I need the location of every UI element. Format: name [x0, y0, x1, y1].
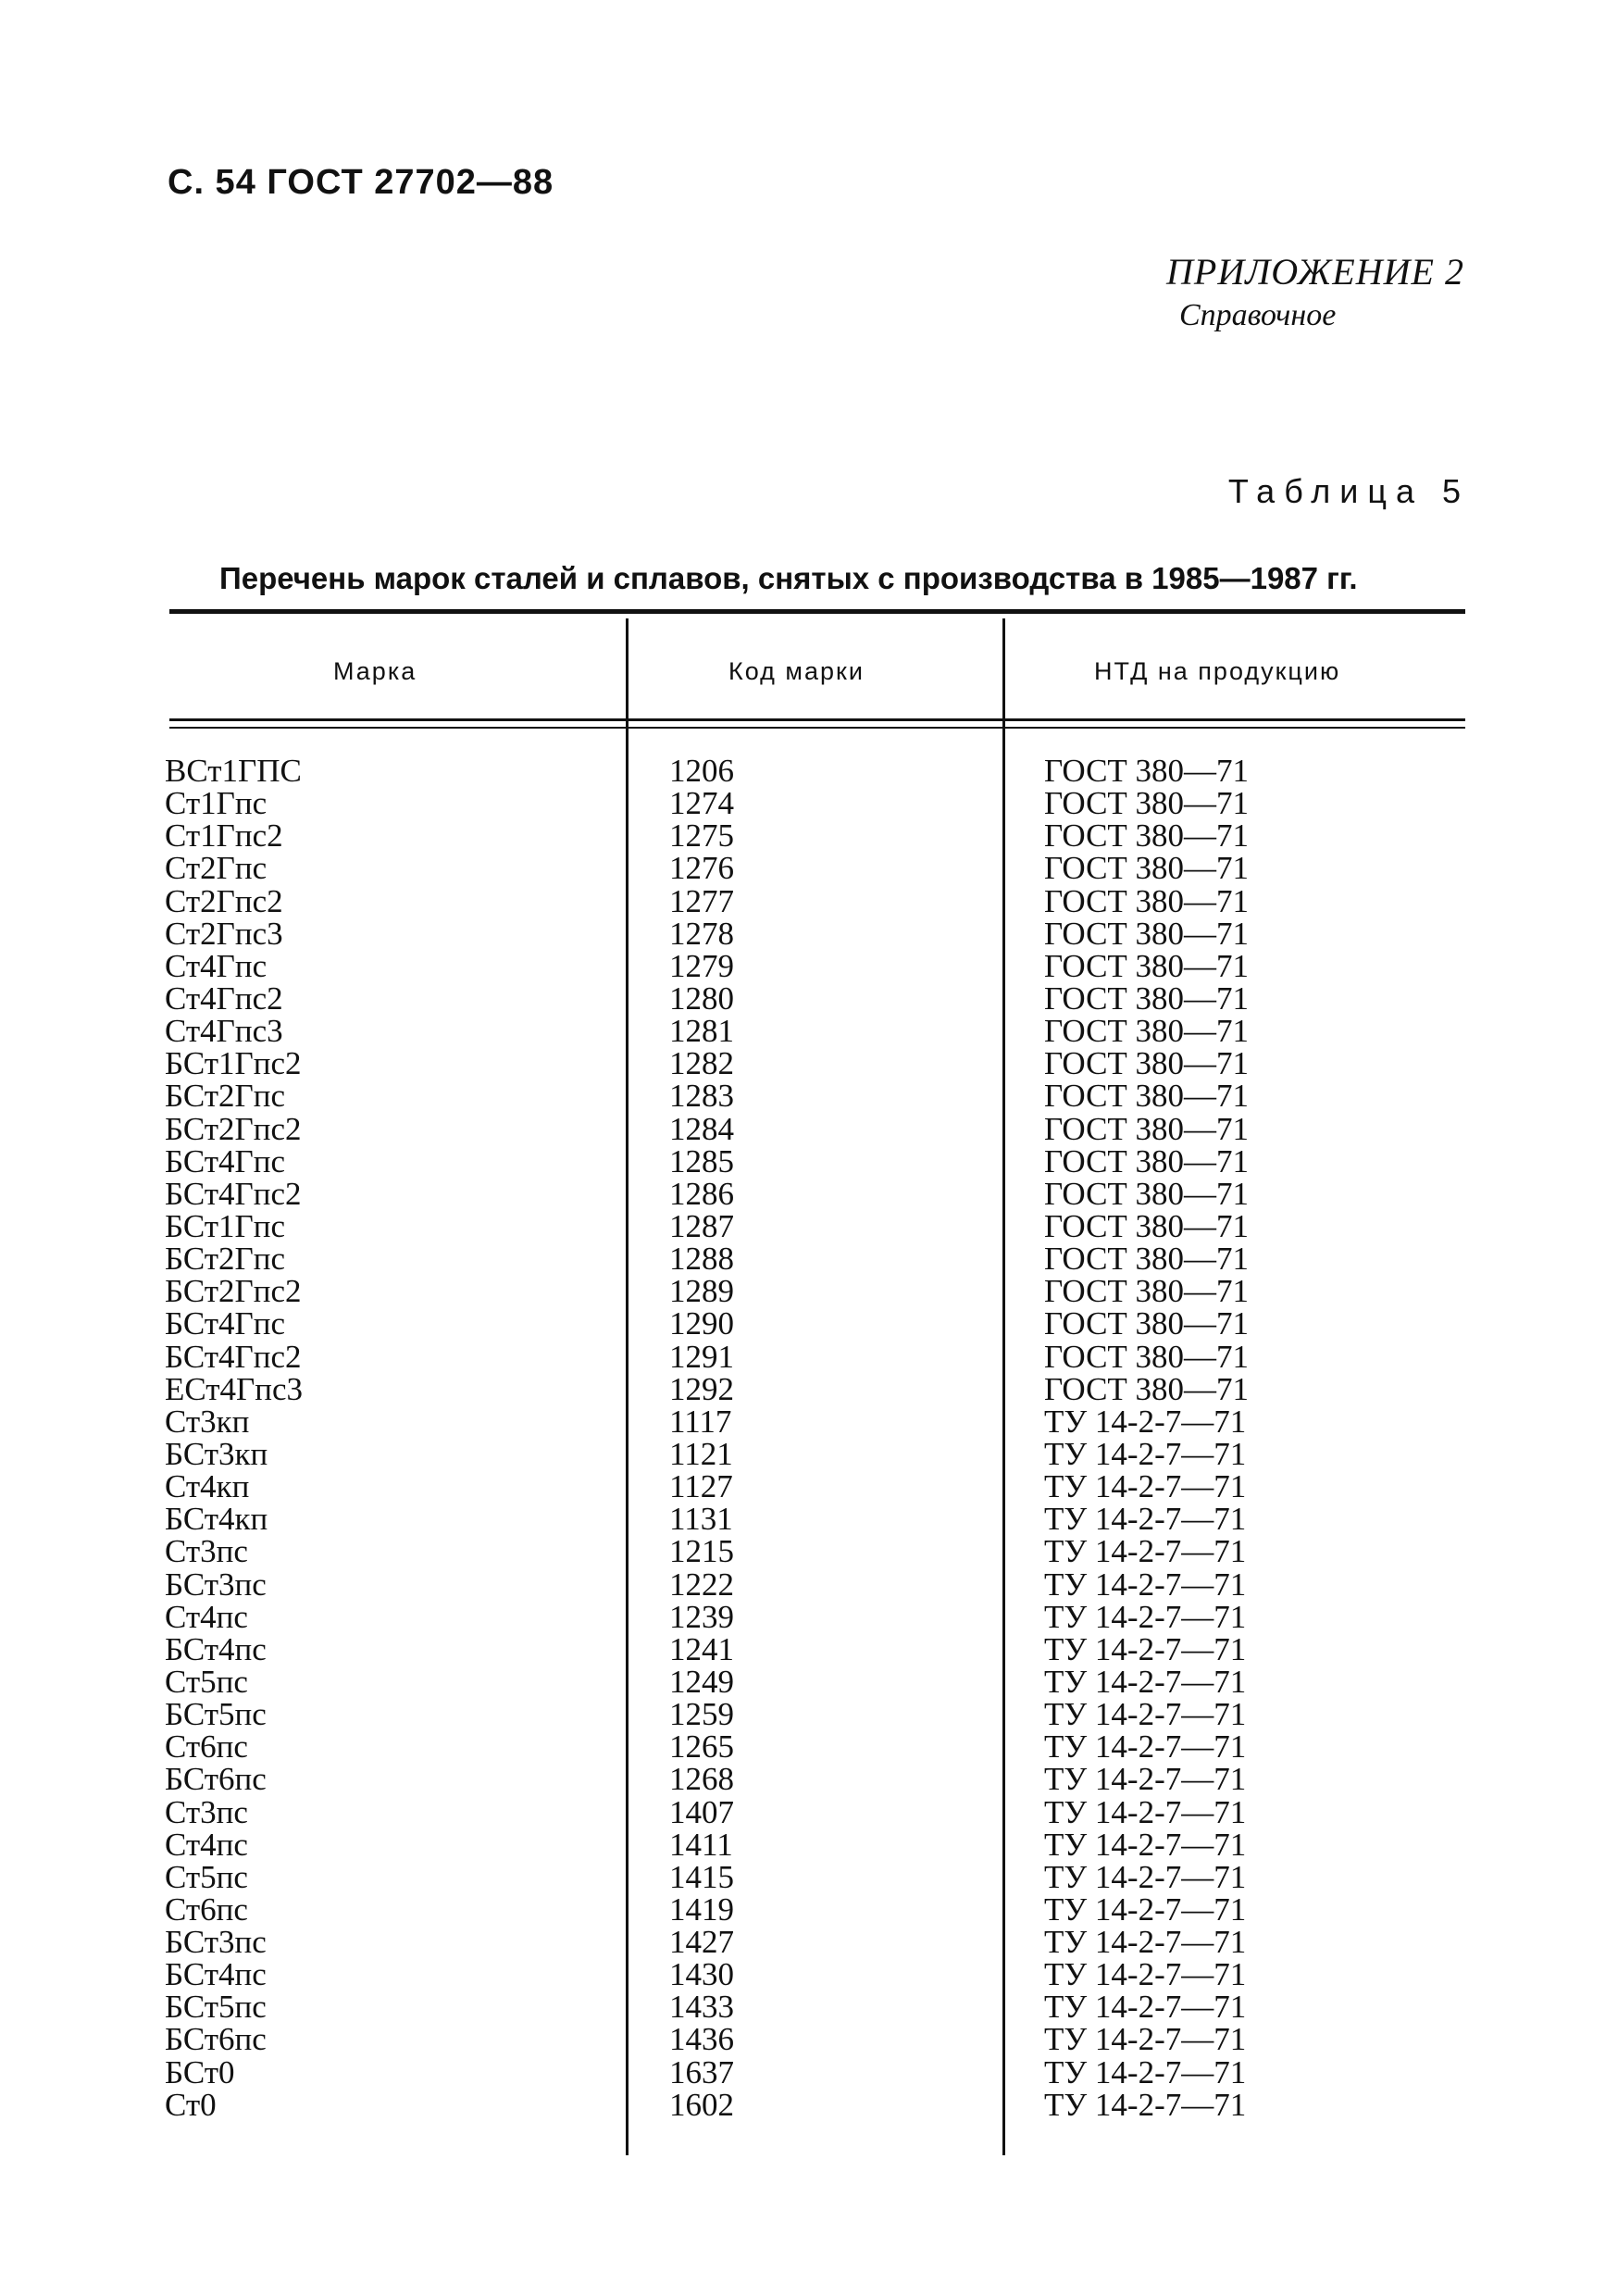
table-row	[0, 1989, 1618, 2026]
table-top-rule	[169, 609, 1465, 614]
code-cell: 1249	[669, 1663, 734, 1700]
ntd-cell: ГОСТ 380—71	[1044, 882, 1250, 919]
code-cell: 1285	[669, 1142, 734, 1179]
table-row	[0, 1728, 1618, 1766]
ntd-cell: ТУ 14-2-7—71	[1044, 1663, 1247, 1700]
table-row	[0, 1175, 1618, 1212]
grade-cell: БСт4Гпс	[165, 1142, 286, 1179]
table-row	[0, 1207, 1618, 1244]
grade-cell: Ст2Гпс2	[165, 882, 283, 919]
code-cell: 1287	[669, 1207, 734, 1244]
ntd-cell: ТУ 14-2-7—71	[1044, 1435, 1247, 1472]
table-row	[0, 1013, 1618, 1050]
column-header-grade: Марка	[333, 657, 417, 685]
ntd-cell: ГОСТ 380—71	[1044, 1207, 1250, 1244]
table-row	[0, 1273, 1618, 1310]
grade-cell: Ст6пс	[165, 1890, 248, 1928]
ntd-cell: ТУ 14-2-7—71	[1044, 1858, 1247, 1895]
ntd-cell: ТУ 14-2-7—71	[1044, 1890, 1247, 1928]
table-row	[0, 2053, 1618, 2090]
column-header-ntd: НТД на продукцию	[1094, 657, 1341, 685]
table-title: Перечень марок сталей и сплавов, снятых с производства в 1985—1987 гг.	[219, 561, 1358, 595]
code-cell: 1430	[669, 1956, 734, 1993]
ntd-cell: ГОСТ 380—71	[1044, 1013, 1250, 1050]
table-row	[0, 1696, 1618, 1733]
table-row	[0, 1890, 1618, 1928]
grade-cell: Ст3пс	[165, 1793, 248, 1830]
ntd-cell: ТУ 14-2-7—71	[1044, 1566, 1247, 1603]
code-cell: 1278	[669, 915, 734, 952]
code-cell: 1279	[669, 947, 734, 984]
code-cell: 1292	[669, 1370, 734, 1407]
code-cell: 1127	[669, 1468, 733, 1505]
table-row	[0, 947, 1618, 984]
code-cell: 1275	[669, 817, 734, 855]
table-row	[0, 1568, 1618, 1601]
grade-cell: ЕСт4Гпс3	[165, 1370, 304, 1407]
grade-cell: БСт3пс	[165, 1924, 267, 1961]
grade-cell: БСт3кп	[165, 1435, 268, 1472]
ntd-cell: ГОСТ 380—71	[1044, 1338, 1250, 1375]
grade-cell: ВСт1ГПС	[165, 753, 302, 789]
table-row	[0, 785, 1618, 822]
ntd-cell: ТУ 14-2-7—71	[1044, 1696, 1247, 1733]
ntd-cell: ТУ 14-2-7—71	[1044, 1501, 1247, 1538]
ntd-cell: ГОСТ 380—71	[1044, 1273, 1250, 1310]
grade-cell: БСт4Гпс2	[165, 1175, 302, 1212]
table-row	[0, 1405, 1618, 1438]
grade-cell: Ст3кп	[165, 1403, 250, 1440]
table-row	[0, 1828, 1618, 1861]
ntd-cell: ГОСТ 380—71	[1044, 817, 1250, 855]
table-row	[0, 1307, 1618, 1340]
table-row	[0, 1241, 1618, 1278]
table-row	[0, 982, 1618, 1015]
ntd-cell: ГОСТ 380—71	[1044, 1045, 1250, 1082]
table-row	[0, 1598, 1618, 1635]
grade-cell: Ст5пс	[165, 1858, 248, 1895]
ntd-cell: ТУ 14-2-7—71	[1044, 1728, 1247, 1766]
code-cell: 1276	[669, 850, 734, 887]
ntd-cell: ГОСТ 380—71	[1044, 947, 1250, 984]
table-row	[0, 1663, 1618, 1700]
ntd-cell: ТУ 14-2-7—71	[1044, 2021, 1247, 2058]
table-row	[0, 2086, 1618, 2123]
ntd-cell: ТУ 14-2-7—71	[1044, 1826, 1247, 1863]
code-cell: 1241	[669, 1630, 734, 1667]
code-cell: 1411	[669, 1826, 733, 1863]
grade-cell: Ст6пс	[165, 1728, 248, 1766]
table-row	[0, 1110, 1618, 1147]
table-row	[0, 2021, 1618, 2058]
ntd-cell: ГОСТ 380—71	[1044, 1142, 1250, 1179]
code-cell: 1265	[669, 1728, 734, 1766]
grade-cell: БСт4пс	[165, 1630, 267, 1667]
table-row	[0, 1435, 1618, 1472]
grade-cell: Ст2Гпс	[165, 850, 268, 887]
code-cell: 1291	[669, 1338, 734, 1375]
ntd-cell: ТУ 14-2-7—71	[1044, 1793, 1247, 1830]
code-cell: 1282	[669, 1045, 734, 1082]
ntd-cell: ТУ 14-2-7—71	[1044, 1630, 1247, 1667]
code-cell: 1290	[669, 1305, 734, 1342]
grade-cell: БСт2Гпс	[165, 1078, 286, 1115]
ntd-cell: ГОСТ 380—71	[1044, 1370, 1250, 1407]
grade-cell: Ст1Гпс	[165, 785, 268, 822]
grade-cell: БСт4Гпс	[165, 1305, 286, 1342]
page-header: С. 54 ГОСТ 27702—88	[168, 163, 554, 202]
grade-cell: БСт2Гпс	[165, 1241, 286, 1278]
code-cell: 1222	[669, 1566, 734, 1603]
code-cell: 1427	[669, 1924, 734, 1961]
grade-cell: Ст1Гпс2	[165, 817, 283, 855]
grade-cell: БСт1Гпс2	[165, 1045, 302, 1082]
grade-cell: Ст4пс	[165, 1598, 248, 1635]
table-row	[0, 1924, 1618, 1961]
code-cell: 1117	[669, 1403, 732, 1440]
ntd-cell: ТУ 14-2-7—71	[1044, 1956, 1247, 1993]
grade-cell: Ст5пс	[165, 1663, 248, 1700]
appendix-title: ПРИЛОЖЕНИЕ 2	[1166, 251, 1464, 293]
appendix-type: Справочное	[1179, 298, 1337, 332]
ntd-cell: ГОСТ 380—71	[1044, 753, 1250, 789]
table-number: Таблица 5	[1227, 472, 1470, 510]
code-cell: 1433	[669, 1989, 734, 2026]
ntd-cell: ТУ 14-2-7—71	[1044, 2053, 1247, 2090]
code-cell: 1268	[669, 1761, 734, 1798]
ntd-cell: ТУ 14-2-7—71	[1044, 1403, 1247, 1440]
table-body	[0, 755, 1618, 2121]
grade-cell: Ст2Гпс3	[165, 915, 283, 952]
code-cell: 1121	[669, 1435, 733, 1472]
code-cell: 1284	[669, 1110, 734, 1147]
code-cell: 1419	[669, 1890, 734, 1928]
code-cell: 1283	[669, 1078, 734, 1115]
table-row	[0, 1078, 1618, 1115]
grade-cell: Ст3пс	[165, 1533, 248, 1570]
grade-cell: Ст4пс	[165, 1826, 248, 1863]
table-row	[0, 755, 1618, 787]
header-rule	[169, 718, 1465, 721]
grade-cell: БСт3пс	[165, 1566, 267, 1603]
code-cell: 1288	[669, 1241, 734, 1278]
column-header-code: Код марки	[728, 657, 865, 685]
grade-cell: Ст4Гпс2	[165, 980, 283, 1017]
code-cell: 1286	[669, 1175, 734, 1212]
grade-cell: БСт4кп	[165, 1501, 268, 1538]
table-row	[0, 1533, 1618, 1570]
code-cell: 1131	[669, 1501, 733, 1538]
code-cell: 1206	[669, 753, 734, 789]
code-cell: 1215	[669, 1533, 734, 1570]
grade-cell: БСт1Гпс	[165, 1207, 286, 1244]
code-cell: 1289	[669, 1273, 734, 1310]
table-row	[0, 1045, 1618, 1082]
grade-cell: БСт6пс	[165, 2021, 267, 2058]
table-row	[0, 1761, 1618, 1798]
grade-cell: Ст4кп	[165, 1468, 250, 1505]
ntd-cell: ТУ 14-2-7—71	[1044, 1598, 1247, 1635]
ntd-cell: ГОСТ 380—71	[1044, 1110, 1250, 1147]
code-cell: 1239	[669, 1598, 734, 1635]
ntd-cell: ГОСТ 380—71	[1044, 915, 1250, 952]
grade-cell: БСт5пс	[165, 1989, 267, 2026]
table-row	[0, 1370, 1618, 1407]
table-row	[0, 1793, 1618, 1830]
table-row	[0, 1630, 1618, 1667]
grade-cell: БСт0	[165, 2053, 235, 2090]
grade-cell: БСт2Гпс2	[165, 1273, 302, 1310]
grade-cell: БСт4пс	[165, 1956, 267, 1993]
ntd-cell: ТУ 14-2-7—71	[1044, 1924, 1247, 1961]
table-row	[0, 1338, 1618, 1375]
code-cell: 1259	[669, 1696, 734, 1733]
table-row	[0, 1858, 1618, 1895]
table-row	[0, 917, 1618, 950]
ntd-cell: ГОСТ 380—71	[1044, 980, 1250, 1017]
grade-cell: Ст4Гпс	[165, 947, 268, 984]
ntd-cell: ГОСТ 380—71	[1044, 1241, 1250, 1278]
code-cell: 1415	[669, 1858, 734, 1895]
code-cell: 1602	[669, 2086, 734, 2123]
code-cell: 1280	[669, 980, 734, 1017]
code-cell: 1637	[669, 2053, 734, 2090]
code-cell: 1436	[669, 2021, 734, 2058]
code-cell: 1277	[669, 882, 734, 919]
ntd-cell: ГОСТ 380—71	[1044, 1175, 1250, 1212]
ntd-cell: ТУ 14-2-7—71	[1044, 1468, 1247, 1505]
ntd-cell: ТУ 14-2-7—71	[1044, 2086, 1247, 2123]
code-cell: 1281	[669, 1013, 734, 1050]
table-row	[0, 817, 1618, 855]
table-row	[0, 1501, 1618, 1538]
grade-cell: БСт2Гпс2	[165, 1110, 302, 1147]
code-cell: 1407	[669, 1793, 734, 1830]
header-rule	[169, 727, 1465, 729]
code-cell: 1274	[669, 785, 734, 822]
grade-cell: Ст4Гпс3	[165, 1013, 283, 1050]
grade-cell: БСт5пс	[165, 1696, 267, 1733]
grade-cell: БСт4Гпс2	[165, 1338, 302, 1375]
ntd-cell: ТУ 14-2-7—71	[1044, 1989, 1247, 2026]
grade-cell: Ст0	[165, 2086, 217, 2123]
table-row	[0, 850, 1618, 887]
ntd-cell: ТУ 14-2-7—71	[1044, 1761, 1247, 1798]
ntd-cell: ГОСТ 380—71	[1044, 850, 1250, 887]
ntd-cell: ГОСТ 380—71	[1044, 1078, 1250, 1115]
grade-cell: БСт6пс	[165, 1761, 267, 1798]
table-row	[0, 1956, 1618, 1993]
table-row	[0, 1470, 1618, 1503]
table-row	[0, 882, 1618, 919]
ntd-cell: ТУ 14-2-7—71	[1044, 1533, 1247, 1570]
table-row	[0, 1142, 1618, 1179]
ntd-cell: ГОСТ 380—71	[1044, 1305, 1250, 1342]
ntd-cell: ГОСТ 380—71	[1044, 785, 1250, 822]
